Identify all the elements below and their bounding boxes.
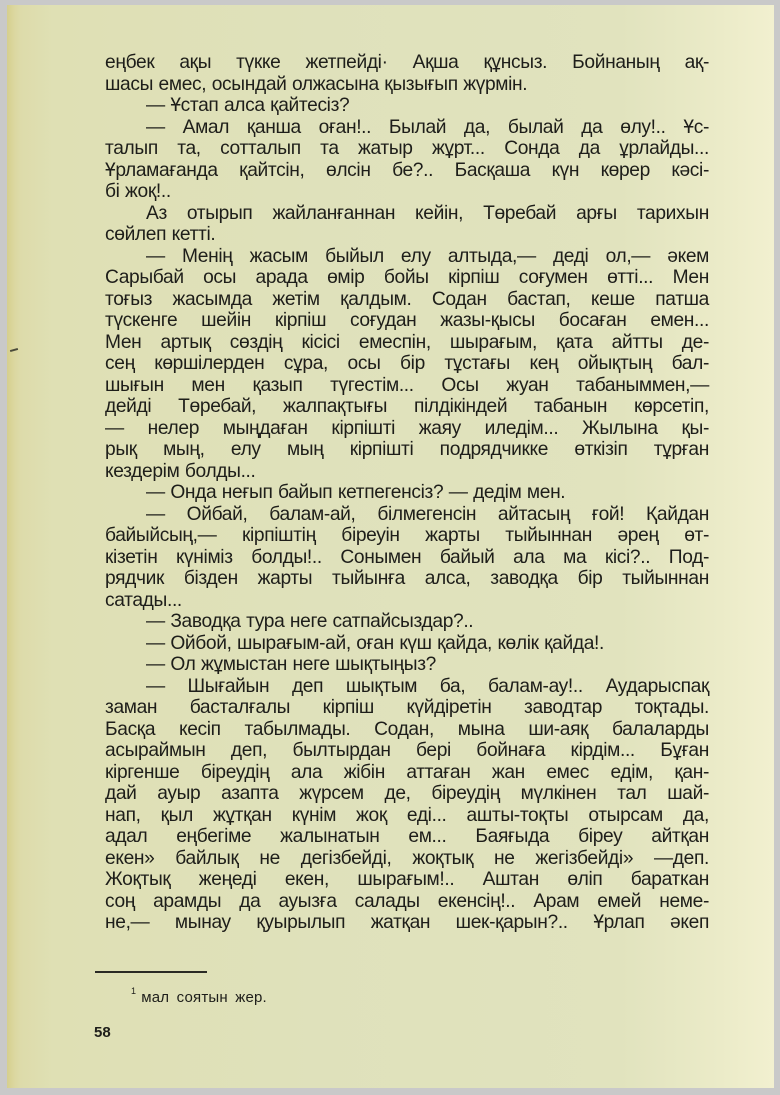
- text-line: шасы емес, осындай олжасына қызығып жүрмін.: [105, 73, 528, 95]
- footnote-divider: [95, 971, 207, 973]
- text-line: кізетін күніміз болды!.. Сонымен байый ала ма кісі?.. Под-: [105, 546, 709, 568]
- text-line: асыраймын деп, былтырдан бері бойнаға кірдім... Бұған: [105, 740, 709, 761]
- text-line: еңбек ақы түкке жетпейді· Ақша құнсыз. Бойнаның ақ-: [105, 52, 709, 73]
- text-line: байыйсың,— кірпіштің біреуін жарты тыйыннан әрең өт-: [105, 525, 709, 546]
- text-line: — Менің жасым быйыл елу алтыда,— деді ол,— әкем: [146, 245, 709, 267]
- text-line: — Амал қанша оған!.. Былай да, былай да өлу!.. Ұс-: [146, 116, 709, 138]
- text-line: бі жоқ!..: [105, 181, 171, 202]
- text-line: рық мың, елу мың кірпішті подрядчикке өткізіп тұрған: [105, 439, 709, 460]
- text-line: Жоқтық жеңеді екен, шырағым!.. Аштан өліп бараткан: [105, 869, 709, 890]
- text-line: кіргенше біреудің ала жібін аттаған жан емес едім, қан-: [105, 761, 709, 783]
- body-text: [105, 52, 709, 934]
- text-line: — Ол жұмыстан неге шықтыңыз?: [146, 654, 436, 675]
- text-line: екен» байлық не дегізбейді, жоқтық не жегізбейді» —деп.: [105, 847, 709, 869]
- footnote-marker: 1: [131, 986, 137, 996]
- footnote-text: мал соятын жер.: [141, 989, 267, 1006]
- text-line: сатады...: [105, 589, 182, 611]
- text-line: адал еңбегіме жалынатын ем... Баяғыда біреу айтқан: [105, 826, 709, 847]
- text-line: Сарыбай осы арада өмір бойы кірпіш соғумен өтті... Мен: [105, 267, 709, 288]
- text-line: тоғыз жасымда жетім қалдым. Содан бастап, кеше патша: [105, 288, 709, 310]
- text-line: — Ұстап алса қайтесіз?: [146, 95, 350, 116]
- text-line: кездерім болды...: [105, 460, 256, 482]
- page-number: 58: [94, 1024, 111, 1041]
- text-line: заман басталғалы кірпіш күйдіретін заводтар тоқтады.: [105, 697, 709, 718]
- margin-pencil-mark: [10, 348, 18, 352]
- text-line: не,— мынау қуырылып жатқан шек-қарын?.. Ұрлап әкеп: [105, 912, 709, 933]
- text-line: — нелер мыңдаған кірпішті жаяу иледім... Жылына қы-: [105, 417, 709, 439]
- text-line: — Заводқа тура неге сатпайсыздар?..: [146, 611, 474, 632]
- text-line: — Ойбай, балам-ай, білмегенсін айтасың ғой! Қайдан: [146, 503, 709, 525]
- text-line: талып та, сотталып та жатыр жұрт... Сонда да ұрлайды...: [105, 138, 709, 159]
- text-line: Ұрламағанда қайтсін, өлсін бе?.. Басқаша күн көрер кәсі-: [105, 159, 709, 181]
- text-line: сөйлеп кетті.: [105, 224, 216, 245]
- book-page: [7, 5, 774, 1088]
- text-line: — Ойбой, шырағым-ай, оған күш қайда, көлік қайда!.: [146, 632, 605, 654]
- text-line: нап, қыл жұтқан күнім жоқ еді... ашты-тоқты отырсам да,: [105, 804, 709, 826]
- text-line: соң арамды да ауызға салады екенсің!.. Арам емей неме-: [105, 890, 709, 912]
- text-line: — Онда неғып байып кетпегенсіз? — дедім мен.: [146, 482, 566, 503]
- text-line: Басқа кесіп табылмады. Содан, мына ши-аяқ балаларды: [105, 718, 709, 740]
- text-line: — Шығайын деп шықтым ба, балам-ау!.. Аударыспақ: [146, 675, 709, 697]
- text-line: түскенге шейін кірпіш соғудан жазы-қысы босаған емен...: [105, 310, 709, 331]
- text-line: сең көршілерден сұра, осы бір тұстағы кең ойықтың бал-: [105, 353, 709, 374]
- text-line: рядчик бізден жарты тыйынға алса, заводқа бір тыйыннан: [105, 568, 709, 589]
- text-line: Аз отырып жайланғаннан кейін, Төребай арғы тарихын: [146, 202, 709, 224]
- text-line: дай ауыр азапта жүрсем де, біреудің мүлкінен тал шай-: [105, 783, 709, 804]
- text-line: шығын мен қазып түгестім... Осы жуан табаныммен,—: [105, 374, 709, 396]
- text-line: дейді Төребай, жалпақтығы пілдікіндей табанын көрсетіп,: [105, 396, 709, 417]
- footnote: [131, 988, 267, 1006]
- text-line: Мен артық сөздің кісісі емеспін, шырағым, қата айтты де-: [105, 331, 709, 353]
